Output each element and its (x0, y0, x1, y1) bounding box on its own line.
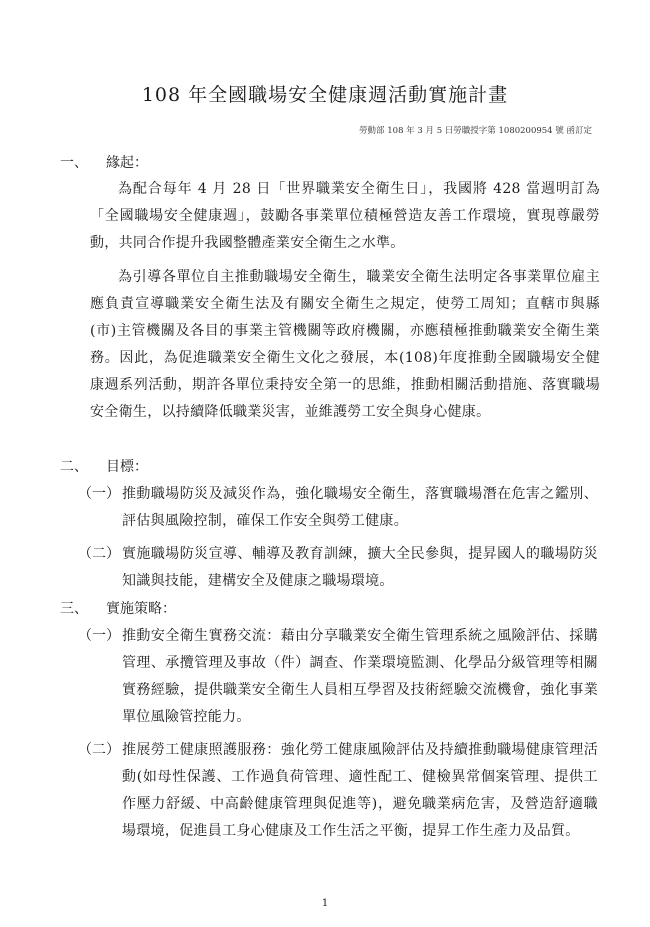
goal-item-1 (78, 481, 608, 535)
paragraph-origin-2: 為引導各單位自主推動職場安全衛生，職業安全衛生法明定各事業單位雇主應負責宣導職業安全衛生法及有關安全衛生之規定，使勞工周知；直轄市與縣(市)主管機關及各目的事業主管機關等政府機關，亦應積極推動職業安全衛生業務。因此，為促進職業安全衛生文化之發展，本(108)年度推動全國職場安全健康週系列活動，期許各單位秉持安全第一的思維，推動相關活動措施、落實職場安全衛生，以持續降低職業災害，並維護勞工安全與身心健康。 (90, 269, 600, 420)
section-title: 目標： (106, 459, 148, 475)
item-number: （一） (78, 486, 120, 502)
section-title: 實施策略： (106, 601, 176, 617)
item-text: 推動安全衛生實務交流：藉由分享職業安全衛生管理系統之風險評估、採購管理、承攬管理及事故（件）調查、作業環境監測、化學品分級管理等相關實務經驗，提供職業安全衛生人員相互學習及技術經驗交流機會，強化事業單位風險管控能力。 (122, 628, 598, 725)
section-number: 二、 (60, 459, 88, 475)
page-title: 108 年全國職場安全健康週活動實施計畫 (141, 84, 509, 106)
section-heading-strategies (60, 598, 176, 618)
item-number: （二） (78, 742, 120, 758)
item-text: 實施職場防災宣導、輔導及教育訓練，擴大全民參與，提昇國人的職場防災知識與技能，建構安全及健康之職場環境。 (122, 546, 598, 589)
section-heading-origin (60, 152, 148, 172)
section-number: 三、 (60, 601, 88, 617)
strategy-item-2 (78, 737, 608, 845)
section-number: 一、 (60, 155, 88, 171)
item-text: 推動職場防災及減災作為，強化職場安全衛生，落實職場潛在危害之鑑別、評估與風險控制，確保工作安全與勞工健康。 (122, 486, 598, 529)
page-number: 1 (321, 898, 329, 909)
section-heading-goals (60, 456, 148, 476)
item-number: （一） (78, 628, 120, 644)
strategy-item-1 (78, 623, 608, 731)
document-reference: 勞動部 108 年 3 月 5 日勞職授字第 1080200954 號 函訂定 (359, 126, 592, 136)
paragraph-origin-1: 為配合每年 4 月 28 日「世界職業安全衛生日」，我國將 428 當週明訂為「全國職場安全健康週」，鼓勵各事業單位積極營造友善工作環境，實現尊嚴勞動，共同合作提升我國整體產業安全衛生之水準。 (90, 181, 600, 251)
section-title: 緣起： (106, 155, 148, 171)
item-number: （二） (78, 546, 120, 562)
goal-item-2 (78, 541, 608, 595)
item-text: 推展勞工健康照護服務：強化勞工健康風險評估及持續推動職場健康管理活動(如母性保護、工作過負荷管理、適性配工、健檢異常個案管理、提供工作壓力舒緩、中高齡健康管理與促進等)，避免職業病危害，及營造舒適職場環境，促進員工身心健康及工作生活之平衡，提昇工作生產力及品質。 (122, 742, 598, 839)
